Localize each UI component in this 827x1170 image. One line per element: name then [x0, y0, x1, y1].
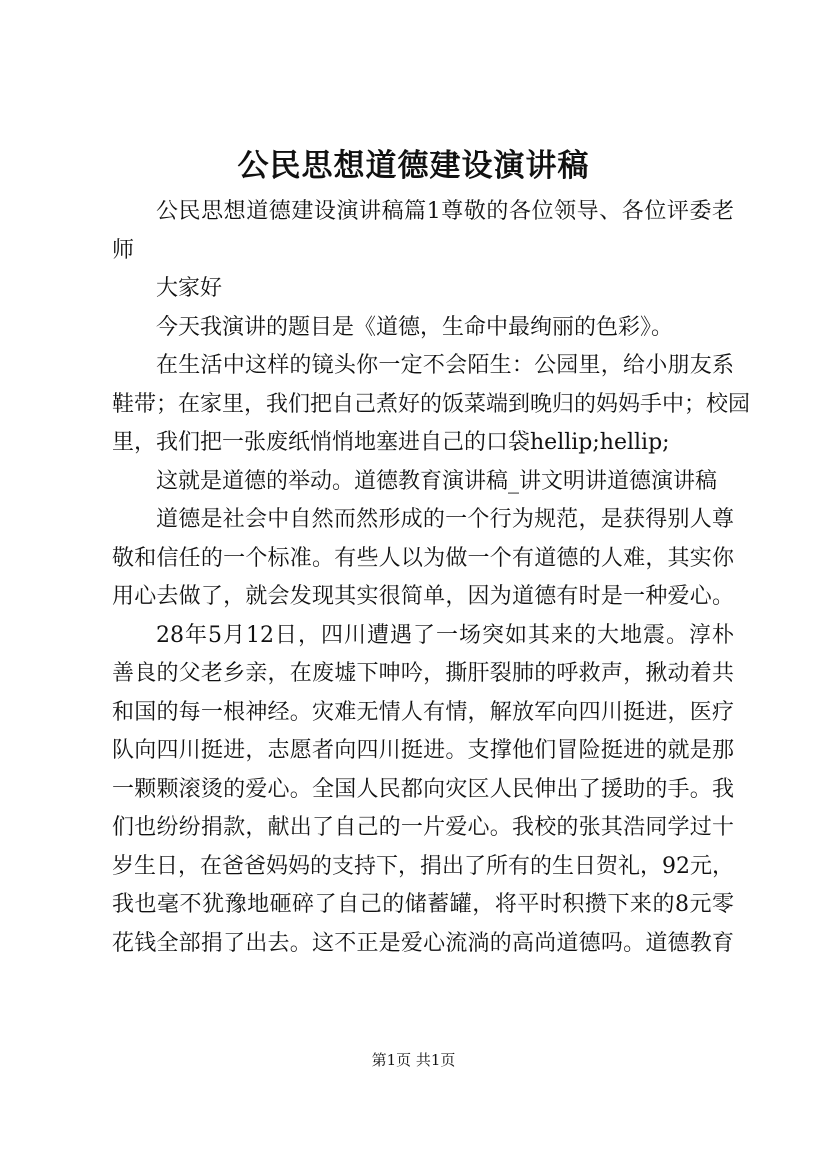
text-line: 队向四川挺进，志愿者向四川挺进。支撑他们冒险挺进的就是那 — [112, 738, 734, 763]
text-line: 鞋带；在家里，我们把自己煮好的饭菜端到晚归的妈妈手中；校园 — [112, 391, 751, 417]
text-line: 和国的每一根神经。灾难无情人有情，解放军向四川挺进，医疗 — [112, 699, 734, 725]
paragraph — [112, 193, 734, 270]
paragraph — [112, 617, 734, 964]
document-body — [112, 193, 751, 963]
text-line: 28年5月12日，四川遭遇了一场突如其来的大地震。淳朴 — [156, 622, 734, 648]
paragraph — [112, 309, 734, 348]
document-title: 公民思想道德建设演讲稿 — [237, 148, 590, 184]
paragraph — [112, 463, 734, 502]
text-line: 岁生日，在爸爸妈妈的支持下，捐出了所有的生日贺礼，92元， — [112, 853, 734, 879]
text-line: 在生活中这样的镜头你一定不会陌生：公园里，给小朋友系 — [156, 353, 734, 378]
paragraph — [112, 347, 751, 463]
text-line: 公民思想道德建设演讲稿篇1尊敬的各位领导、各位评委老 — [156, 199, 734, 224]
text-line: 今天我演讲的题目是《道德，生命中最绚丽的色彩》。 — [156, 314, 674, 340]
text-line: 我也毫不犹豫地砸碎了自己的储蓄罐，将平时积攒下来的8元零 — [112, 892, 734, 917]
text-line: 一颗颗滚烫的爱心。全国人民都向灾区人民伸出了援助的手。我 — [112, 776, 734, 802]
paragraph — [112, 270, 734, 309]
text-line: 善良的父老乡亲，在废墟下呻吟，撕肝裂肺的呼救声，揪动着共 — [112, 661, 734, 686]
text-line: 大家好 — [156, 276, 223, 301]
text-line: 们也纷纷捐款，献出了自己的一片爱心。我校的张其浩同学过十 — [112, 815, 734, 840]
paragraph — [112, 501, 734, 617]
text-line: 师 — [112, 237, 135, 263]
text-line: 里，我们把一张废纸悄悄地塞进自己的口袋hellip;hellip; — [112, 430, 670, 455]
text-line: 用心去做了，就会发现其实很简单，因为道德有时是一种爱心。 — [112, 584, 734, 609]
text-line: 花钱全部捐了出去。这不正是爱心流淌的高尚道德吗。道德教育 — [112, 930, 734, 956]
text-line: 敬和信任的一个标准。有些人以为做一个有道德的人难，其实你 — [112, 545, 734, 571]
page-footer: 第1页 共1页 — [371, 1051, 456, 1069]
text-line: 这就是道德的举动。道德教育演讲稿_讲文明讲道德演讲稿 — [156, 468, 718, 494]
text-line: 道德是社会中自然而然形成的一个行为规范，是获得别人尊 — [156, 507, 734, 532]
